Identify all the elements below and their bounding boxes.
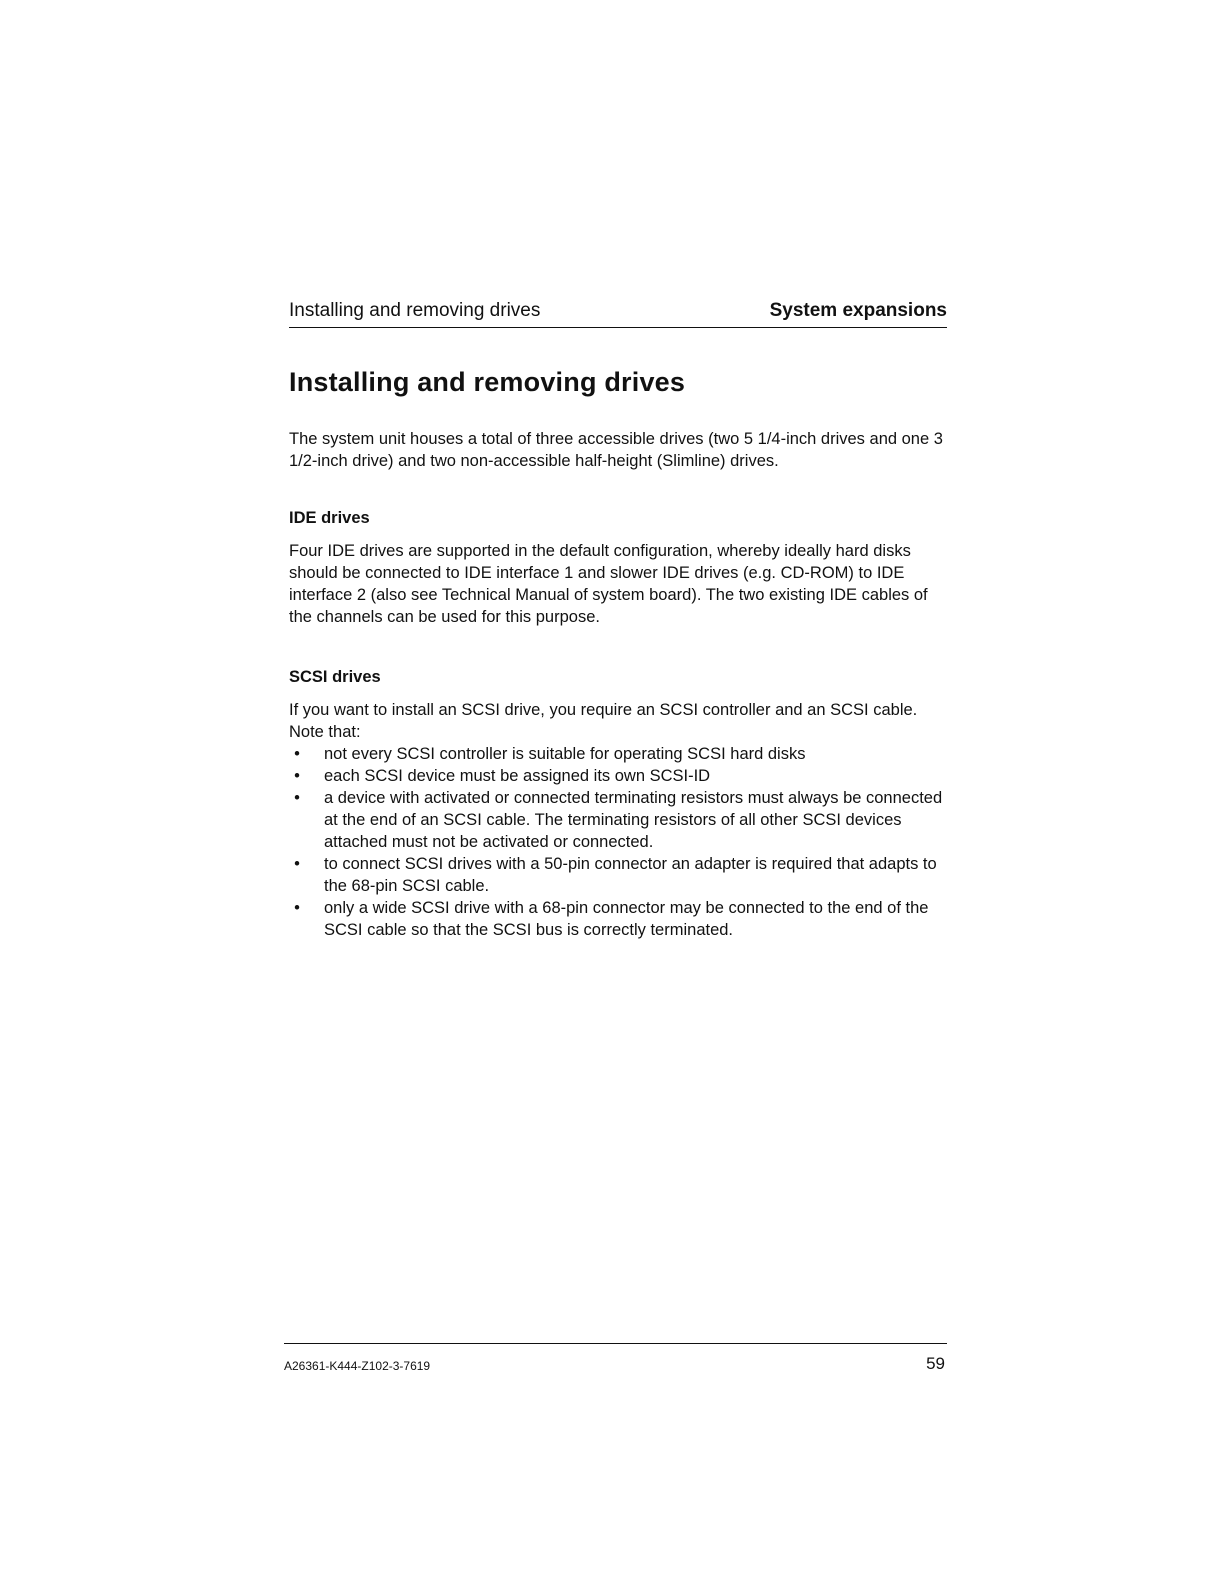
bullet-icon: • — [294, 745, 300, 763]
bullet-icon: • — [294, 855, 300, 873]
list-item: • only a wide SCSI drive with a 68-pin connector may be connected to the end of the SCSI cable so that the SCSI bus is correctly terminated. — [289, 897, 947, 941]
running-footer — [284, 1343, 947, 1384]
page-title: Installing and removing drives — [289, 367, 686, 397]
intro-paragraph: The system unit houses a total of three accessible drives (two 5 1/4-inch drives and one 3 1/2-inch drive) and two non-accessible half-height (Slimline) drives. — [289, 430, 943, 470]
scsi-bullet-list — [289, 743, 947, 941]
list-item: • each SCSI device must be assigned its own SCSI-ID — [289, 765, 947, 787]
ide-heading: IDE drives — [289, 509, 370, 527]
running-header — [289, 299, 947, 328]
scsi-heading: SCSI drives — [289, 668, 381, 686]
document-page — [284, 0, 947, 1584]
bullet-icon: • — [294, 789, 300, 807]
page-content — [289, 364, 947, 941]
page-number: 59 — [926, 1354, 945, 1373]
list-item: • to connect SCSI drives with a 50-pin connector an adapter is required that adapts to the 68-pin SCSI cable. — [289, 853, 947, 897]
ide-section — [289, 507, 947, 628]
bullet-icon: • — [294, 767, 300, 785]
ide-paragraph: Four IDE drives are supported in the default configuration, whereby ideally hard disks should be connected to IDE interface 1 and slower IDE drives (e.g. CD-ROM) to IDE interface 2 (also see Technical Manual of system board). The two existing IDE cables of the channels can be used for this purpose. — [289, 542, 928, 626]
scsi-paragraph: If you want to install an SCSI drive, you require an SCSI controller and an SCSI cable. Note that: — [289, 701, 918, 741]
document-code: A26361-K444-Z102-3-7619 — [284, 1359, 431, 1373]
list-item: • a device with activated or connected terminating resistors must always be connected at the end of an SCSI cable. The terminating resistors of all other SCSI devices attached must not be activated or connected. — [289, 787, 947, 853]
list-item: • not every SCSI controller is suitable for operating SCSI hard disks — [289, 743, 947, 765]
scsi-section — [289, 666, 947, 941]
bullet-icon: • — [294, 899, 300, 917]
header-chapter-title: System expansions — [769, 300, 947, 321]
header-section-title: Installing and removing drives — [289, 300, 541, 321]
